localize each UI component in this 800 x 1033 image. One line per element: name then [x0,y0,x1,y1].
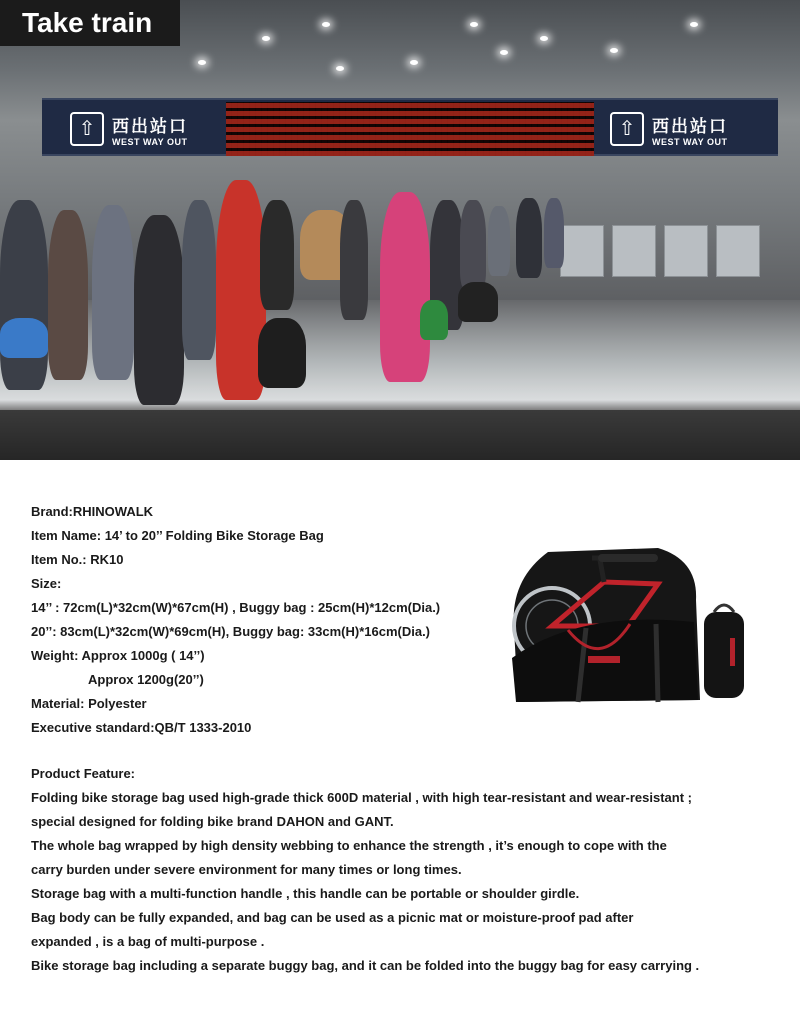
bike-bag-product-image [508,540,748,706]
spec-item-number: Item No.: RK10 [31,552,124,567]
feature-text-line: Bike storage bag including a separate buggy bag, and it can be folded into the buggy bag for easy carrying . [31,958,700,973]
feature-text-line: Bag body can be fully expanded, and bag can be used as a picnic mat or moisture-proof pad after [31,910,634,925]
spec-size-heading: Size: [31,576,62,591]
feature-text-line: special designed for folding bike brand DAHON and GANT. [31,814,394,829]
exit-sign-chinese: 西出站口 [652,116,728,137]
spec-size-20: 20’’: 83cm(L)*32cm(W)*69cm(H), Buggy bag: 33cm(H)*16cm(Dia.) [31,624,431,639]
spec-item-name: Item Name: 14’ to 20’’ Folding Bike Storage Bag [31,528,324,543]
product-specifications [31,500,511,740]
spec-weight-20: Approx 1200g(20’’) [88,672,204,687]
spec-weight-14: Weight: Approx 1000g ( 14’’) [31,648,205,663]
spec-standard: Executive standard:QB/T 1333-2010 [31,720,252,735]
up-arrow-exit-icon: ⇧ [70,112,104,146]
section-title: Take train [0,0,180,46]
feature-text-line: Folding bike storage bag used high-grade thick 600D material , with high tear-resistant and wear-resistant ; [31,790,692,805]
west-exit-sign [590,104,770,154]
up-arrow-exit-icon: ⇧ [610,112,644,146]
exit-sign-english: WEST WAY OUT [652,136,728,147]
feature-text-line: Storage bag with a multi-function handle , this handle can be portable or shoulder girdle. [31,886,580,901]
west-exit-sign [50,104,230,154]
led-departure-board [226,102,594,156]
exit-sign-chinese: 西出站口 [112,116,188,137]
feature-text-line: expanded , is a bag of multi-purpose . [31,934,265,949]
station-signboard [42,98,778,156]
banner-footer-strip [0,410,800,460]
spec-material: Material: Polyester [31,696,147,711]
train-station-photo [0,0,800,460]
feature-text-line: carry burden under severe environment for many times or long times. [31,862,462,877]
spec-size-14: 14’’ : 72cm(L)*32cm(W)*67cm(H) , Buggy bag : 25cm(H)*12cm(Dia.) [31,600,441,615]
exit-sign-english: WEST WAY OUT [112,136,188,147]
spec-brand: Brand:RHINOWALK [31,504,154,519]
features-heading: Product Feature: [31,766,136,781]
feature-text-line: The whole bag wrapped by high density webbing to enhance the strength , it’s enough to cope with the [31,838,667,853]
product-features [31,762,781,978]
